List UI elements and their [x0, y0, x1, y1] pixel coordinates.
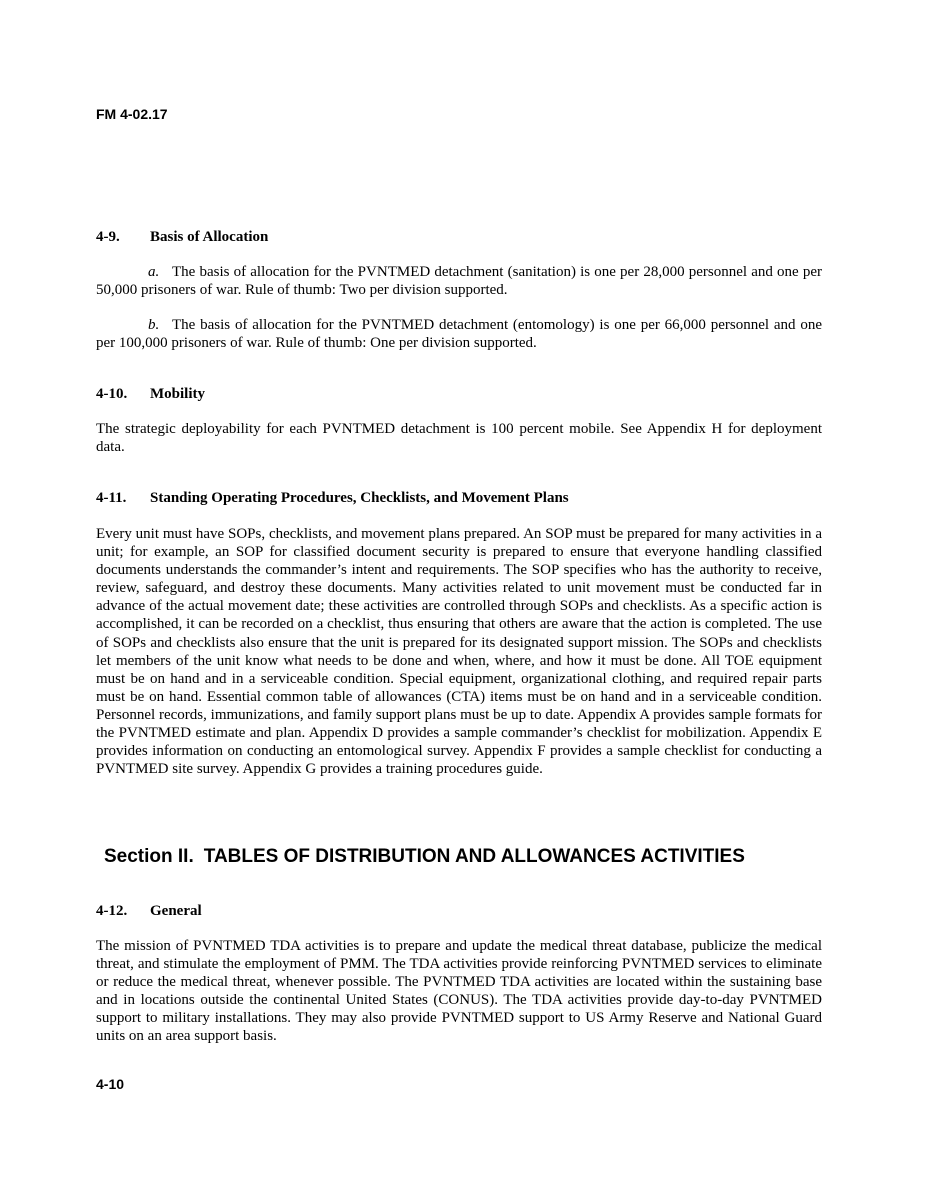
heading-4-9	[96, 229, 268, 246]
section-title	[104, 846, 745, 868]
heading-number: 4-10.	[96, 386, 128, 402]
document-id: FM 4-02.17	[96, 106, 168, 122]
heading-4-11	[96, 490, 569, 507]
heading-title: Standing Operating Procedures, Checklists, and Movement Plans	[150, 490, 569, 506]
heading-title: Basis of Allocation	[150, 229, 269, 245]
heading-4-10	[96, 386, 205, 403]
paragraph-text: The basis of allocation for the PVNTMED detachment (entomology) is one per 66,000 personnel and one per 100,000 prisoners of war. Rule of thumb: One per division supported.	[96, 317, 822, 352]
paragraph-4-10: The strategic deployability for each PVNTMED detachment is 100 percent mobile. See Appendix H for deployment data.	[96, 421, 822, 456]
heading-title: General	[150, 903, 202, 919]
paragraph-letter: b.	[148, 317, 160, 333]
heading-number: 4-9.	[96, 229, 120, 245]
page-number: 4-10	[96, 1076, 125, 1092]
paragraph-text: The basis of allocation for the PVNTMED detachment (sanitation) is one per 28,000 personnel and one per 50,000 prisoners of war. Rule of thumb: Two per division supported.	[96, 264, 822, 299]
heading-number: 4-11.	[96, 490, 127, 506]
paragraph-4-12: The mission of PVNTMED TDA activities is to prepare and update the medical threat database, publicize the medical threat, and stimulate the employment of PMM. The TDA activities provide reinforcing PVNTMED services to eliminate or reduce the medical threat, whenever possible. The PVNTMED TDA activities are located within the sustaining base and in locations outside the continental United States (CONUS). The TDA activities provide day-to-day PVNTMED support to military installations. They may also provide PVNTMED support to US Army Reserve and National Guard units on an area support basis.	[96, 938, 822, 1045]
section-label: Section II.	[104, 846, 194, 867]
heading-number: 4-12.	[96, 903, 128, 919]
paragraph-4-9-a	[96, 263, 822, 299]
section-name: TABLES OF DISTRIBUTION AND ALLOWANCES ACTIVITIES	[203, 846, 745, 867]
paragraph-4-11: Every unit must have SOPs, checklists, and movement plans prepared. An SOP must be prepared for many activities in a unit; for example, an SOP for classified document security is prepared to ensure that everyone handling classified documents understands the commander’s intent and requirements. The SOP specifies who has the authority to receive, review, safeguard, and destroy these documents. Many activities related to unit movement must be conducted far in advance of the actual movement date; these activities are controlled through SOPs and checklists. As a specific action is accomplished, it can be recorded on a checklist, thus ensuring that others are aware that the action is completed. The use of SOPs and checklists also ensure that the unit is prepared for its designated support mission. The SOPs and checklists let members of the unit know what needs to be done and when, where, and how it must be done. All TOE equipment must be on hand and in a serviceable condition. Special equipment, organizational clothing, and required repair parts must be on hand. Essential common table of allowances (CTA) items must be on hand and in a serviceable condition. Personnel records, immunizations, and family support plans must be up to date. Appendix A provides sample formats for the PVNTMED estimate and plan. Appendix D provides a sample commander’s checklist for mobilization. Appendix E provides information on conducting an entomological survey. Appendix F provides a sample checklist for conducting a PVNTMED site survey. Appendix G provides a training procedures guide.	[96, 526, 822, 778]
paragraph-letter: a.	[148, 264, 160, 280]
heading-4-12	[96, 903, 202, 920]
paragraph-4-9-b	[96, 316, 822, 352]
heading-title: Mobility	[150, 386, 205, 402]
